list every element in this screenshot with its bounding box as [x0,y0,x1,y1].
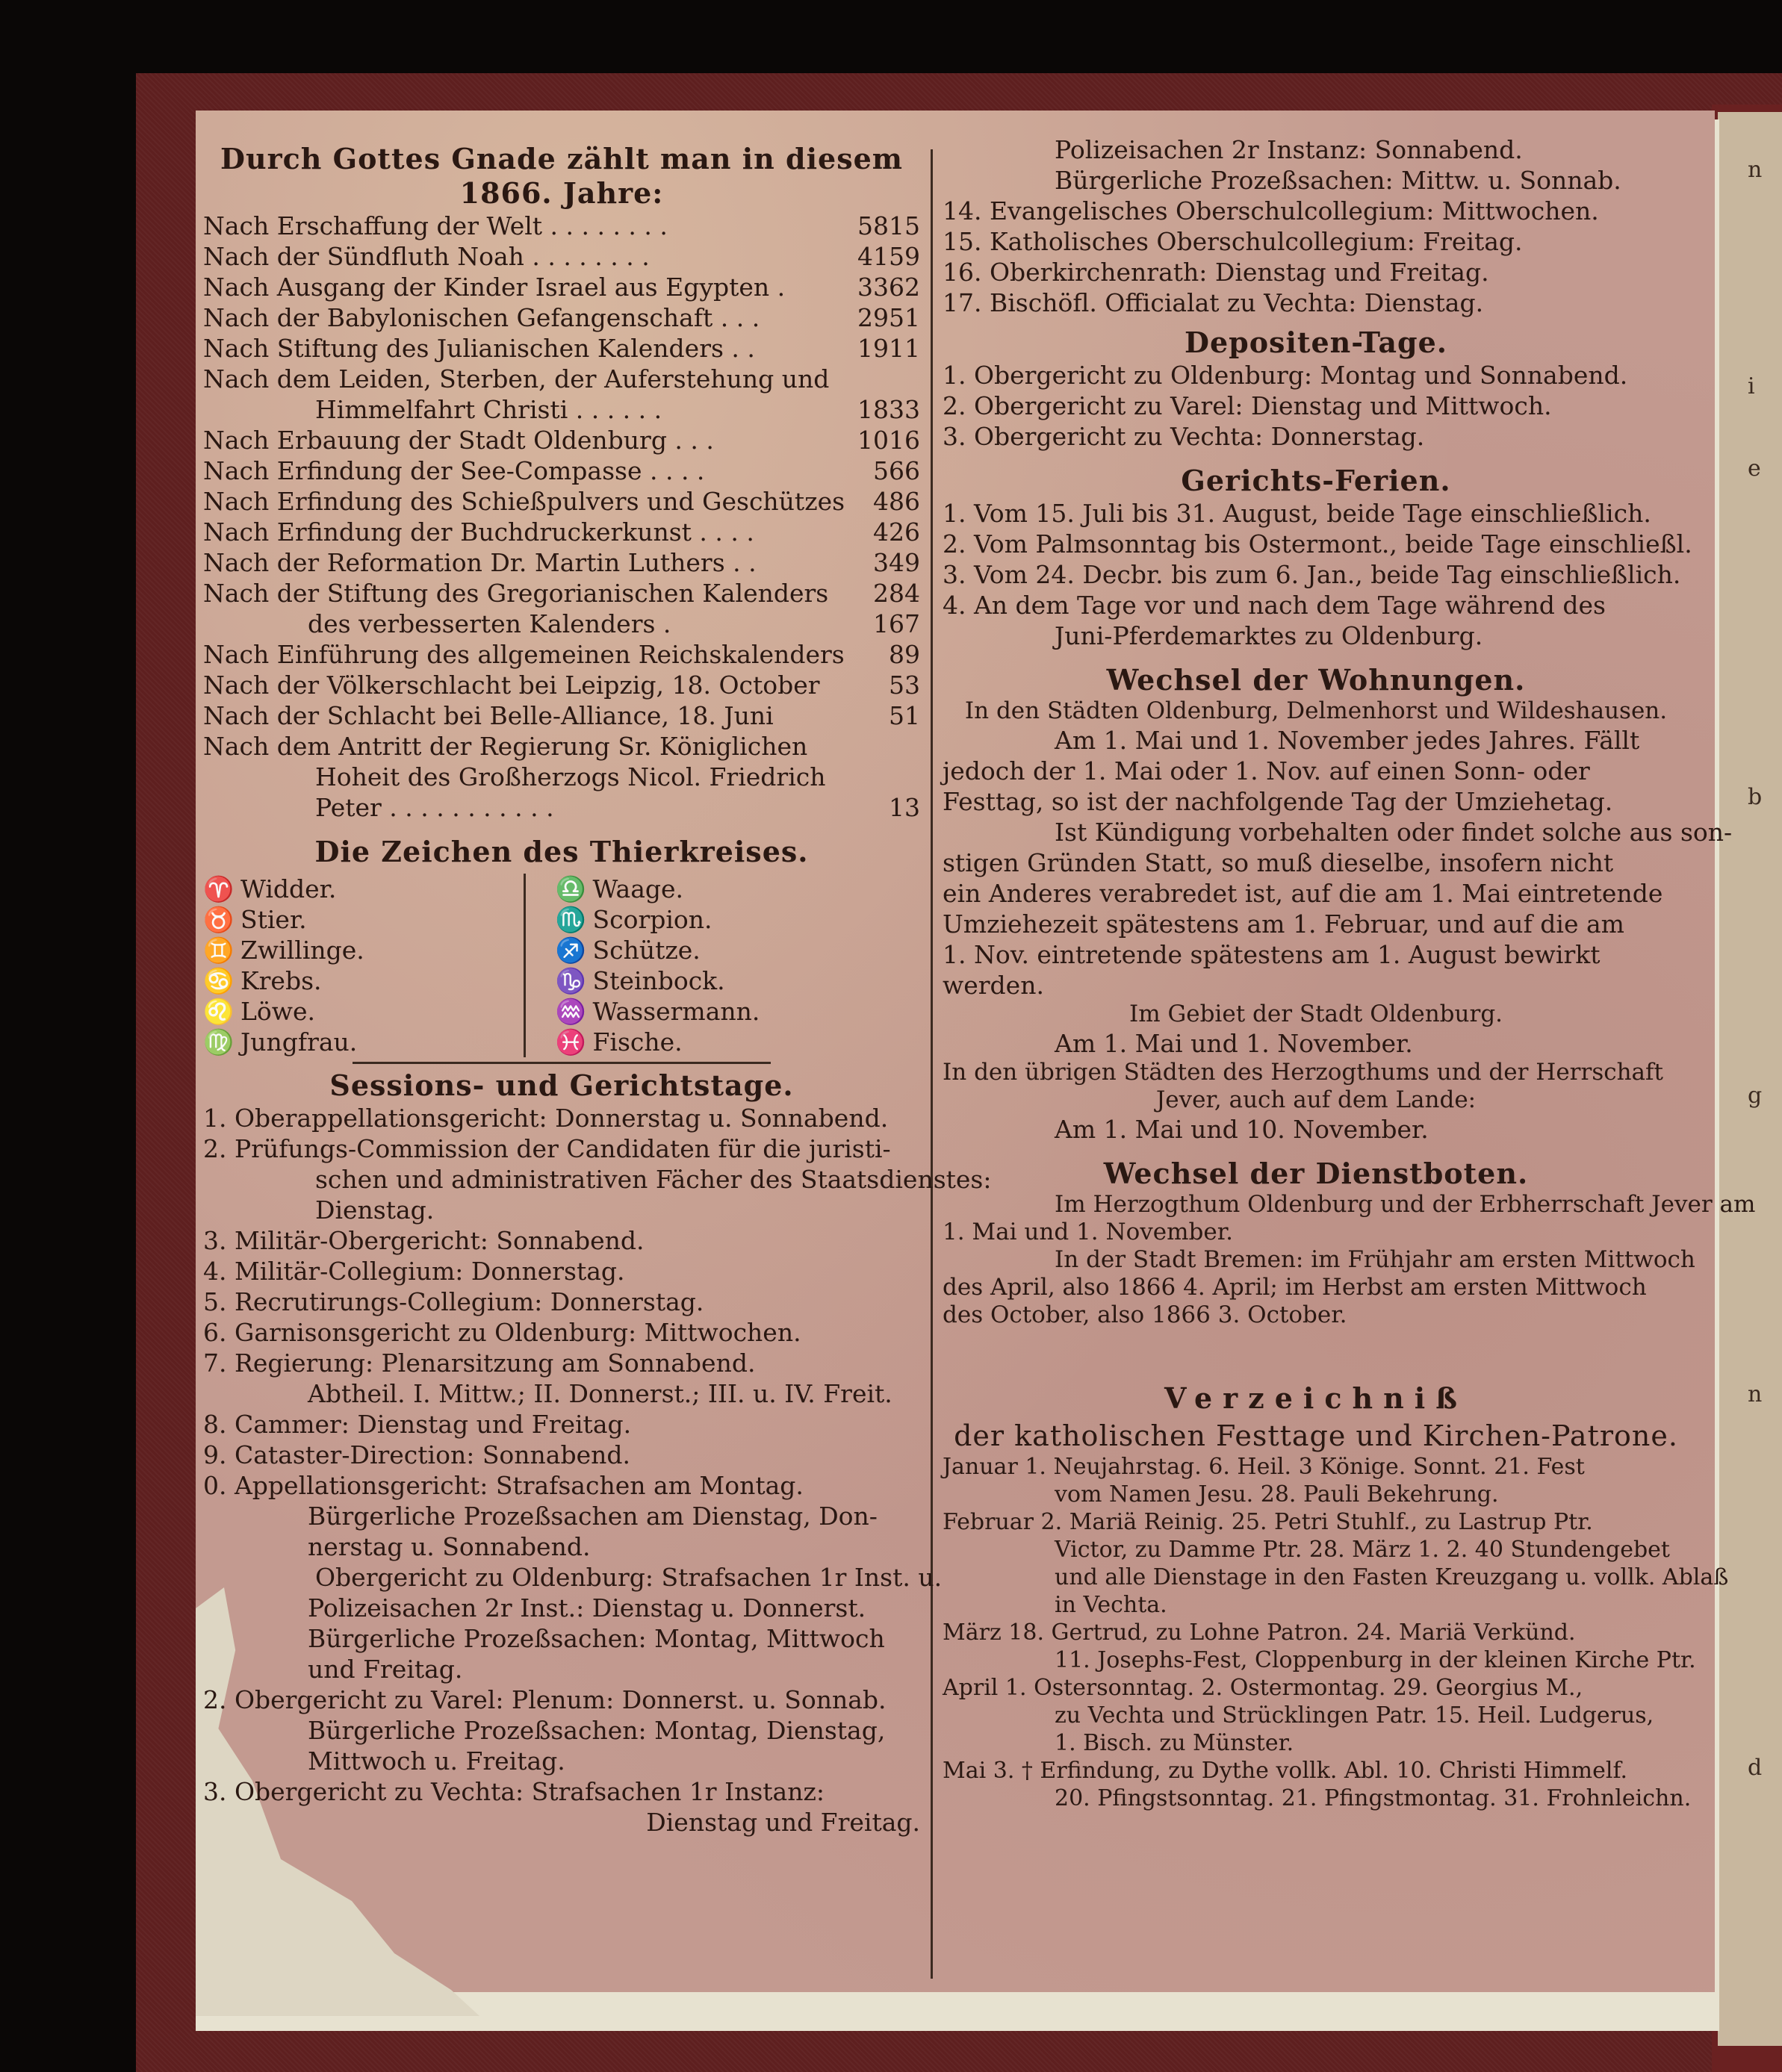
zodiac-name: Zwillinge. [240,936,364,965]
year-label: Nach Erschaffung der Welt . . . . . . . . [203,211,668,240]
session-line: Obergericht zu Oldenburg: Strafsachen 1r Inst. u. [315,1563,943,1592]
zodiac-name: Krebs. [240,966,322,995]
year-value: 4159 [857,242,920,271]
session-line: 3. Obergericht zu Vechta: Strafsachen 1r Instanz: [203,1777,825,1806]
ferien-line: 2. Vom Palmsonntag bis Ostermont., beide Tage einschließl. [943,529,1692,559]
ferien-line: 1. Vom 15. Juli bis 31. August, beide Tage einschließlich. [943,499,1651,528]
zodiac-symbol-icon: ♊ [203,936,235,965]
wohnungen-line: Am 1. Mai und 1. November jedes Jahres. Fällt [1055,726,1640,755]
year-label: Nach der Reformation Dr. Martin Luthers . . [203,548,757,577]
session-line: Dienstag. [315,1195,435,1225]
year-label: Nach der Völkerschlacht bei Leipzig, 18. October [203,671,820,700]
session-line: 4. Militär-Collegium: Donnerstag. [203,1257,625,1286]
zodiac-row [203,965,524,996]
feast-line: Januar 1. Neujahrstag. 6. Heil. 3 Könige. Sonnt. 21. Fest [943,1454,1585,1480]
depositen-heading: Depositen-Tage. [1185,326,1447,359]
ferien-line: 4. An dem Tage vor und nach dem Tage während des [943,591,1606,620]
year-value: 1833 [857,395,920,424]
feast-line: zu Vechta und Strücklingen Patr. 15. Heil. Ludgerus, [1055,1702,1654,1729]
zodiac-row [203,996,524,1027]
zodiac-row [556,874,876,904]
zodiac-symbol-icon: ♑ [555,966,586,995]
year-label: Nach Erfindung der Buchdruckerkunst . . . . [203,517,754,547]
session-line: 0. Appellationsgericht: Strafsachen am Montag. [203,1471,804,1500]
verzeichnis-subheading: der katholischen Festtage und Kirchen-Patrone. [954,1419,1678,1452]
wohnungen-line: jedoch der 1. Mai oder 1. Nov. auf einen Sonn- oder [943,756,1590,785]
feast-line: Februar 2. Mariä Reinig. 25. Petri Stuhlf., zu Lastrup Ptr. [943,1509,1593,1535]
year-row [203,425,920,455]
session-line: 7. Regierung: Plenarsitzung am Sonnabend. [203,1348,756,1378]
zodiac-symbol-icon: ♓ [555,1027,586,1057]
sessions-heading: Sessions- und Gerichtstage. [329,1068,794,1102]
court-days-continued [943,134,1689,318]
column-divider [931,149,933,1979]
year-value: 486 [873,487,920,516]
dienstboten-line: des October, also 1866 3. October. [943,1301,1347,1328]
zodiac-row [203,935,524,965]
zodiac-row [556,996,876,1027]
year-value: 89 [889,640,920,669]
feast-days-list [943,1453,1729,1812]
depositen-list [943,360,1689,452]
wohnungen-line: stigen Gründen Statt, so muß dieselbe, insofern nicht [943,848,1614,877]
depositen-line: 1. Obergericht zu Oldenburg: Montag und Sonnabend. [943,361,1628,390]
session-line: 9. Cataster-Direction: Sonnabend. [203,1440,631,1469]
year-label: Hoheit des Großherzogs Nicol. Friedrich [315,762,826,791]
year-row [203,700,920,731]
section-rule [353,1062,771,1064]
feast-line: März 18. Gertrud, zu Lohne Patron. 24. Mariä Verkünd. [943,1620,1576,1646]
feast-line: vom Namen Jesu. 28. Pauli Bekehrung. [1055,1481,1499,1508]
left-column [203,134,992,1838]
zodiac-symbol-icon: ♎ [555,874,586,903]
sessions-list [203,1103,992,1838]
year-row [203,333,920,364]
court-day-line: Bürgerliche Prozeßsachen: Mittw. u. Sonnab. [1055,166,1621,195]
year-label: Nach der Sündfluth Noah . . . . . . . . [203,242,650,271]
year-value: 5815 [857,211,920,240]
zodiac-name: Waage. [592,874,684,903]
year-label: Nach der Babylonischen Gefangenschaft . . . [203,303,760,332]
zodiac-row [556,1027,876,1057]
dienstboten-text [943,1191,1756,1329]
session-line: nerstag u. Sonnabend. [308,1532,591,1561]
wohnungen-line: 1. Nov. eintretende spätestens am 1. August bewirkt [943,940,1601,969]
zodiac-symbol-icon: ♏ [555,905,586,934]
depositen-line: 2. Obergericht zu Varel: Dienstag und Mittwoch. [943,391,1552,420]
year-label: Nach Einführung des allgemeinen Reichskalenders [203,640,845,669]
zodiac-name: Löwe. [240,997,316,1026]
year-row [203,578,920,609]
wohnungen-line: werden. [943,971,1044,1000]
year-value: 284 [873,579,920,608]
dienstboten-line: 1. Mai und 1. November. [943,1219,1233,1245]
wohnungen-line: ein Anderes verabredet ist, auf die am 1. Mai eintretende [943,879,1663,908]
wohnungen-line: In den übrigen Städten des Herzogthums und der Herrschaft [943,1059,1663,1086]
wohnungen-line: In den Städten Oldenburg, Delmenhorst und Wildeshausen. [964,697,1668,724]
year-value: 53 [889,671,920,700]
zodiac-symbol-icon: ♒ [555,997,586,1026]
zodiac-name: Jungfrau. [240,1027,358,1057]
year-label: Nach Ausgang der Kinder Israel aus Egypten . [203,273,786,302]
year-row [203,486,920,517]
dienstboten-line: Im Herzogthum Oldenburg und der Erbherrschaft Jever am [1055,1191,1756,1218]
session-line: 2. Prüfungs-Commission der Candidaten für die juristi- [203,1134,891,1163]
year-row [203,302,920,333]
zodiac-symbol-icon: ♉ [203,905,235,934]
zodiac-left-column [203,874,524,1057]
ferien-heading: Gerichts-Ferien. [1181,464,1451,497]
year-label: Peter . . . . . . . . . . . [315,793,554,822]
years-list [203,211,920,823]
zodiac-row [556,965,876,996]
court-day-line: 16. Oberkirchenrath: Dienstag und Freitag. [943,258,1489,287]
session-line: 2. Obergericht zu Varel: Plenum: Donnerst. u. Sonnab. [203,1685,887,1714]
zodiac-symbol-icon: ♌ [203,997,235,1026]
year-value: 3362 [857,273,920,302]
session-line: 3. Militär-Obergericht: Sonnabend. [203,1226,645,1255]
session-line: 8. Cammer: Dienstag und Freitag. [203,1410,632,1439]
session-line: 6. Garnisonsgericht zu Oldenburg: Mittwochen. [203,1318,801,1347]
zodiac-symbol-icon: ♐ [555,936,586,965]
feast-line: April 1. Ostersonntag. 2. Ostermontag. 29. Georgius M., [943,1675,1583,1701]
year-label: Nach Stiftung des Julianischen Kalenders . . [203,334,755,363]
dienstboten-line: In der Stadt Bremen: im Frühjahr am ersten Mittwoch [1055,1246,1695,1273]
year-row [203,211,920,241]
zodiac-name: Steinbock. [592,966,725,995]
court-day-line: 14. Evangelisches Oberschulcollegium: Mittwochen. [943,196,1599,225]
year-value: 13 [889,793,920,822]
session-line: Bürgerliche Prozeßsachen: Montag, Dienstag, [308,1716,886,1745]
zodiac-table [203,874,875,1057]
feast-line: in Vechta. [1055,1592,1167,1618]
zodiac-name: Stier. [240,905,307,934]
year-row [203,762,920,792]
ferien-line: Juni-Pferdemarktes zu Oldenburg. [1055,621,1483,650]
session-line: Dienstag und Freitag. [646,1808,920,1837]
depositen-line: 3. Obergericht zu Vechta: Donnerstag. [943,422,1425,451]
session-line: Mittwoch u. Freitag. [308,1746,565,1776]
facing-page-edge: n i e b g n d [1718,112,1782,2046]
session-line: 1. Oberappellationsgericht: Donnerstag u. Sonnabend. [203,1104,889,1133]
year-row [203,639,920,670]
year-label: des verbesserten Kalenders . [308,609,671,638]
year-row [203,517,920,547]
dienstboten-heading: Wechsel der Dienstboten. [1103,1157,1529,1190]
year-row [203,364,920,394]
verzeichnis-heading: Verzeichniß [1164,1381,1468,1415]
wohnungen-line: Umziehezeit spätestens am 1. Februar, und auf die am [943,909,1624,939]
year-row [203,731,920,762]
court-day-line: 17. Bischöfl. Officialat zu Vechta: Dienstag. [943,288,1484,317]
year-value: 1911 [857,334,920,363]
feast-line: 20. Pfingstsonntag. 21. Pfingstmontag. 31. Frohnleichn. [1055,1785,1692,1811]
year-row [203,670,920,700]
year-value: 167 [873,609,920,638]
year-row [203,609,920,639]
wohnungen-line: Im Gebiet der Stadt Oldenburg. [1129,1001,1503,1027]
ferien-line: 3. Vom 24. Decbr. bis zum 6. Jan., beide Tag einschließlich. [943,560,1681,589]
feast-line: 1. Bisch. zu Münster. [1055,1730,1294,1756]
session-line: Polizeisachen 2r Inst.: Dienstag u. Donnerst. [308,1593,866,1623]
wohnungen-line: Jever, auch auf dem Lande: [1155,1086,1477,1113]
zodiac-name: Widder. [240,874,337,903]
ferien-list [943,498,1692,651]
wohnungen-heading: Wechsel der Wohnungen. [1106,663,1526,697]
year-value: 2951 [857,303,920,332]
year-row [203,394,920,425]
session-line: und Freitag. [308,1655,463,1684]
year-label: Nach Erfindung der See-Compasse . . . . [203,456,705,485]
dienstboten-line: des April, also 1866 4. April; im Herbst am ersten Mittwoch [943,1274,1647,1301]
court-day-line: 15. Katholisches Oberschulcollegium: Freitag. [943,227,1523,256]
session-line: Bürgerliche Prozeßsachen: Montag, Mittwoch [308,1624,885,1653]
zodiac-name: Fische. [592,1027,683,1057]
zodiac-row [203,1027,524,1057]
wohnungen-line: Am 1. Mai und 10. November. [1055,1115,1429,1144]
year-label: Nach Erbauung der Stadt Oldenburg . . . [203,426,714,455]
zodiac-symbol-icon: ♈ [203,874,235,903]
zodiac-name: Wassermann. [592,997,760,1026]
court-day-line: Polizeisachen 2r Instanz: Sonnabend. [1055,135,1523,164]
zodiac-heading: Die Zeichen des Thierkreises. [314,835,809,868]
year-label: Nach der Schlacht bei Belle-Alliance, 18. Juni [203,701,774,730]
year-row [203,272,920,302]
year-value: 51 [889,701,920,730]
year-label: Nach dem Leiden, Sterben, der Auferstehung und [203,364,830,393]
zodiac-row [556,935,876,965]
session-line: Bürgerliche Prozeßsachen am Dienstag, Don- [308,1502,878,1531]
zodiac-name: Schütze. [592,936,701,965]
session-line: 5. Recrutirungs-Collegium: Donnerstag. [203,1287,704,1316]
zodiac-name: Scorpion. [592,905,713,934]
feast-line: 11. Josephs-Fest, Cloppenburg in der kleinen Kirche Ptr. [1055,1647,1696,1673]
feast-line: Mai 3. † Erfindung, zu Dythe vollk. Abl. 10. Christi Himmelf. [943,1758,1628,1784]
feast-line: und alle Dienstage in den Fasten Kreuzgang u. vollk. Ablaß [1055,1564,1729,1590]
wohnungen-line: Am 1. Mai und 1. November. [1055,1029,1413,1058]
years-heading-year: 1866. Jahre: [459,176,664,210]
feast-line: Victor, zu Damme Ptr. 28. März 1. 2. 40 Stundengebet [1055,1537,1670,1563]
wohnungen-line: Ist Kündigung vorbehalten oder findet solche aus son- [1055,818,1733,847]
zodiac-row [203,874,524,904]
year-row [203,455,920,486]
session-line: Abtheil. I. Mittw.; II. Donnerst.; III. u. IV. Freit. [308,1379,892,1408]
zodiac-symbol-icon: ♋ [203,966,235,995]
year-label: Himmelfahrt Christi . . . . . . [315,395,662,424]
year-label: Nach der Stiftung des Gregorianischen Kalenders [203,579,829,608]
year-label: Nach dem Antritt der Regierung Sr. Königlichen [203,732,808,761]
session-line: schen und administrativen Fächer des Staatsdienstes: [315,1165,992,1194]
zodiac-row [556,904,876,935]
year-value: 349 [873,548,920,577]
zodiac-symbol-icon: ♍ [203,1027,235,1057]
year-row [203,241,920,272]
zodiac-right-column [524,874,876,1057]
year-value: 1016 [857,426,920,455]
wohnungen-line: Festtag, so ist der nachfolgende Tag der Umziehetag. [943,787,1613,816]
year-row [203,547,920,578]
zodiac-row [203,904,524,935]
wohnungen-text [943,697,1733,1145]
years-heading: Durch Gottes Gnade zählt man in diesem [220,142,903,175]
year-value: 566 [873,456,920,485]
year-value: 426 [873,517,920,547]
year-row [203,792,920,823]
year-label: Nach Erfindung des Schießpulvers und Geschützes [203,487,845,516]
